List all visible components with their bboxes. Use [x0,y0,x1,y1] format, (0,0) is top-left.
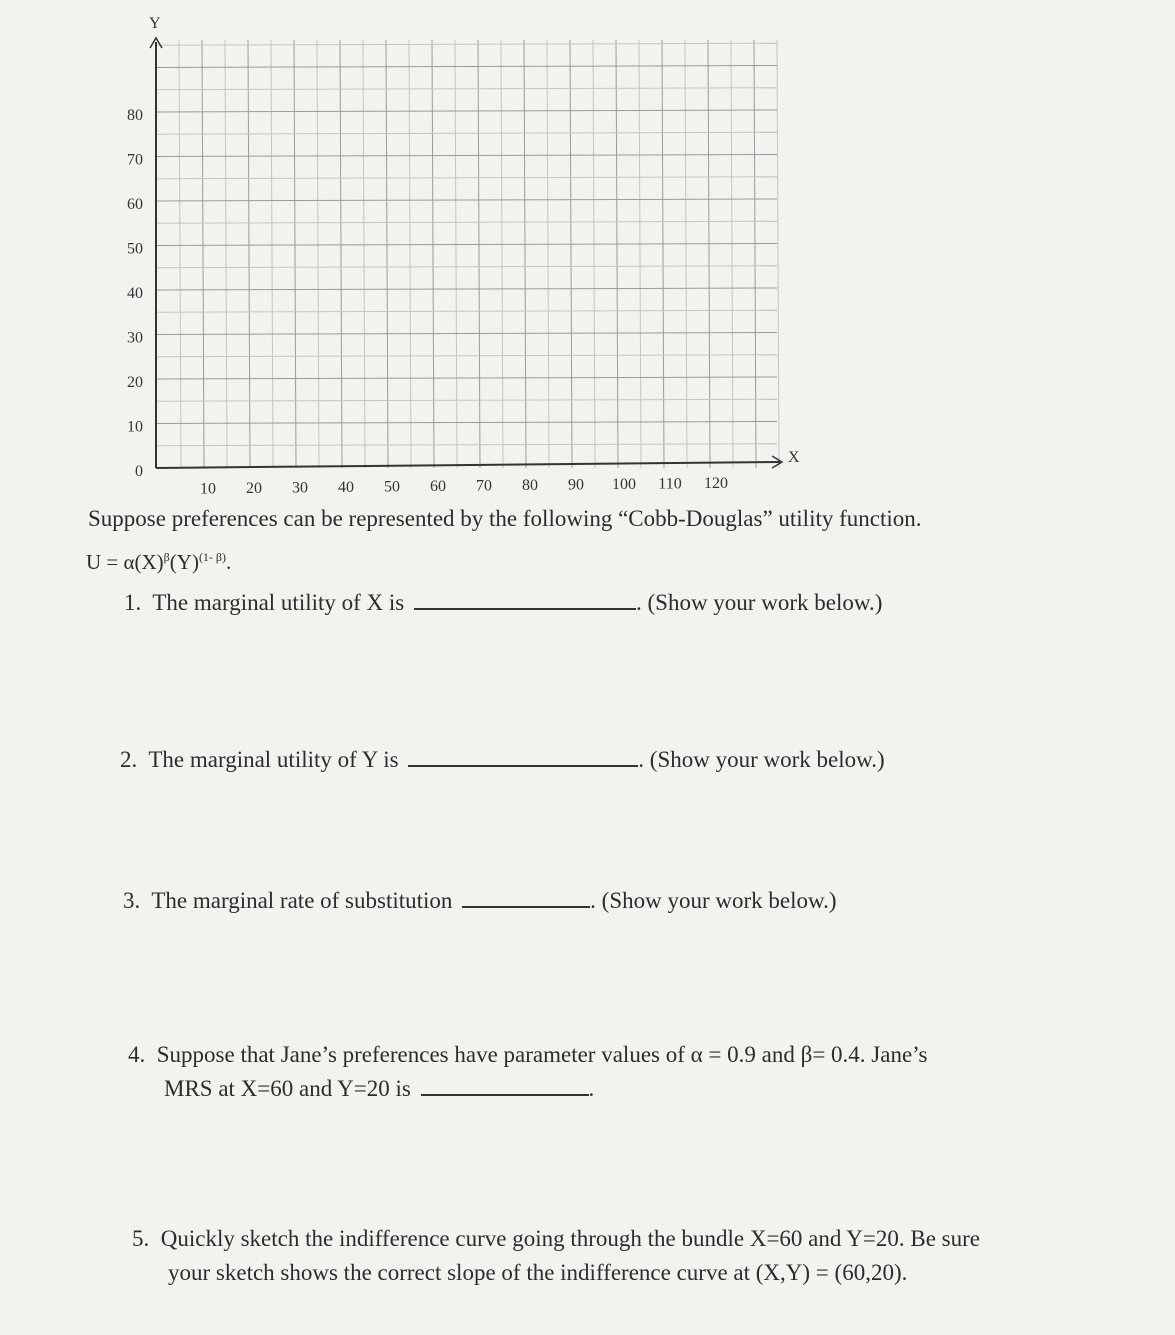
grid-line-vertical [777,40,779,468]
x-tick-label: 80 [522,477,538,494]
x-axis-label: X [788,449,800,466]
question-3: 3. The marginal rate of substitution . (Show your work below.) [123,888,837,913]
answer-blank-2[interactable] [408,745,638,767]
y-tick-label: 60 [127,196,143,213]
grid-line-vertical [179,40,181,468]
y-tick-label: 40 [127,285,143,302]
grid-line-horizontal [156,66,777,68]
question-5: 5. Quickly sketch the indifference curve going through the bundle X=60 and Y=20. Be sure your sketch shows the correct slope of the indifference curve at (X,Y) = (60,20). [132,1226,980,1285]
grid-line-vertical [708,40,710,468]
x-tick-label: 100 [612,476,636,493]
y-tick-label: 80 [127,107,143,124]
grid-line-vertical [363,40,365,468]
grid-lines [156,40,779,468]
x-tick-label: 90 [568,476,584,494]
y-tick-label: 0 [135,463,143,480]
grid-line-vertical [455,40,457,468]
grid-line-vertical [248,40,250,468]
x-tick-label: 40 [338,479,354,496]
x-tick-labels [200,475,728,498]
grid-line-vertical [271,40,273,468]
grid-line-horizontal [156,155,777,157]
x-tick-label: 20 [246,480,262,497]
blank-graph-grid [0,0,1175,500]
grid-line-vertical [639,40,641,468]
grid-line-vertical [524,40,526,468]
question-4: 4. Suppose that Jane’s preferences have parameter values of α = 0.9 and β= 0.4. Jane’s MRS at X=60 and Y=20 is . [128,1042,928,1101]
grid-line-horizontal [156,132,777,134]
answer-blank-3[interactable] [462,886,590,908]
answer-blank-1[interactable] [414,588,636,610]
grid-line-horizontal [156,110,777,112]
grid-line-vertical [593,40,595,468]
grid-line-vertical [731,40,733,468]
grid-line-vertical [478,40,480,468]
grid-line-vertical [685,40,687,468]
grid-line-vertical [294,40,296,468]
grid-line-vertical [386,40,388,468]
x-tick-label: 50 [384,478,400,496]
grid-line-vertical [547,40,549,468]
grid-line-horizontal [156,399,777,401]
x-tick-label: 110 [658,475,682,493]
grid-line-vertical [432,40,434,468]
x-tick-label: 30 [292,479,308,497]
grid-line-horizontal [156,422,777,424]
y-tick-label: 20 [127,374,143,391]
grid-line-vertical [202,40,204,468]
y-tick-label: 50 [127,240,143,258]
answer-blank-4[interactable] [421,1074,589,1096]
x-tick-label: 60 [430,478,446,495]
utility-formula: $U = \alpha(X)^\beta(Y)^{(1- \beta)}$. [86,550,232,574]
grid-line-vertical [317,40,319,468]
question-2: 2. The marginal utility of Y is . (Show your work below.) [120,747,885,772]
y-tick-label: 10 [127,418,143,436]
grid-line-vertical [409,40,411,468]
grid-line-horizontal [156,88,777,90]
grid-line-vertical [501,40,503,468]
x-tick-label: 70 [476,477,492,495]
question-1: 1. The marginal utility of X is . (Show your work below.) [124,590,883,615]
grid-line-vertical [662,40,664,468]
y-tick-label: 30 [127,329,143,347]
y-tick-label: 70 [127,151,143,169]
grid-line-horizontal [156,43,777,45]
y-tick-labels [127,107,143,480]
y-axis-label: Y [149,15,161,32]
grid-line-vertical [754,40,756,468]
intro-text: Suppose preferences can be represented by the following “Cobb-Douglas” utility function. [88,506,922,531]
x-tick-label: 10 [200,480,216,498]
grid-line-vertical [225,40,227,468]
grid-line-horizontal [156,444,777,446]
grid-line-vertical [340,40,342,468]
grid-line-vertical [570,40,572,468]
grid-line-vertical [616,40,618,468]
x-tick-label: 120 [704,475,728,492]
grid-line-horizontal [156,177,777,179]
